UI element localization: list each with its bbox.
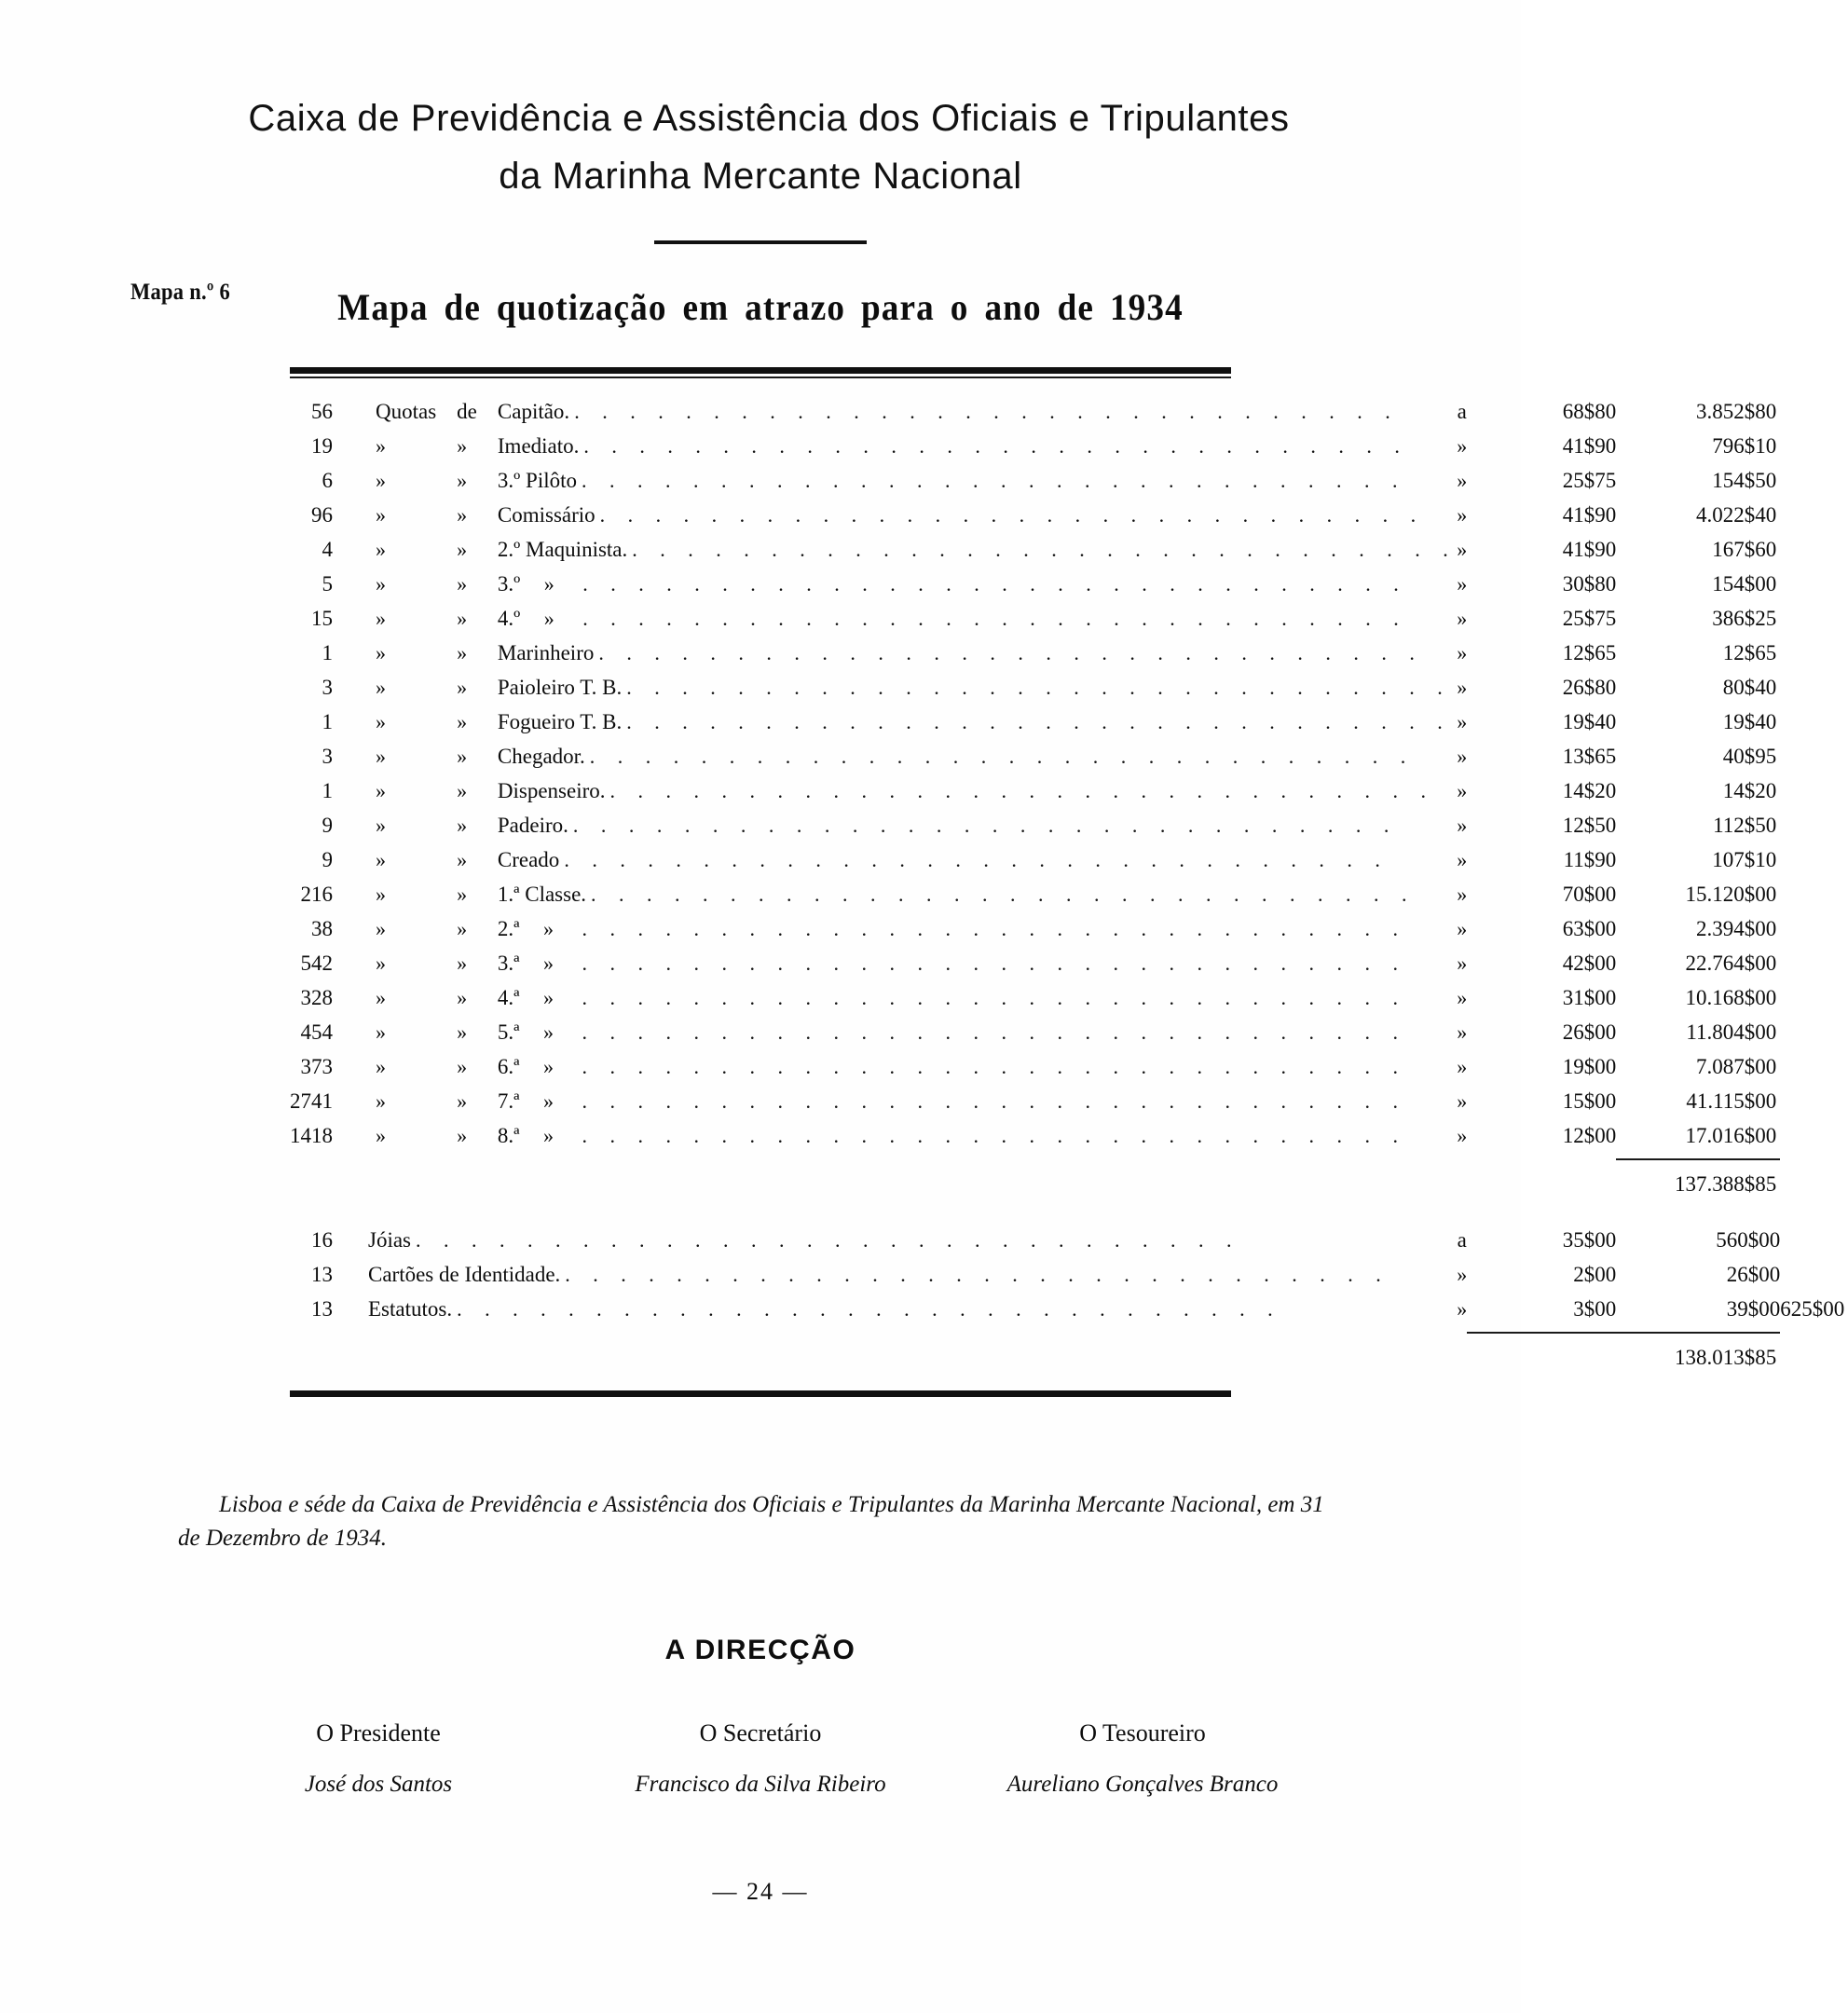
description-label: Cartões de Identidade. — [368, 1263, 561, 1286]
signature-president — [187, 1719, 569, 1798]
dot-leader — [626, 678, 1457, 698]
cell-quotas: » — [376, 745, 386, 768]
signature-role: O Presidente — [316, 1719, 441, 1746]
cell-rate-marker: » — [1457, 503, 1468, 527]
cell-unit-price: 42$00 — [1562, 952, 1617, 975]
table-row — [290, 463, 1848, 498]
cell-unit-price: 35$00 — [1562, 1228, 1617, 1252]
table-row — [290, 808, 1848, 842]
cell-de: » — [457, 1020, 468, 1044]
dot-leader — [416, 1230, 1457, 1251]
cell-unit-price: 41$90 — [1562, 538, 1617, 561]
table-row — [290, 980, 1848, 1015]
cell-quantity: 96 — [311, 503, 333, 527]
cell-extra-amount: 39$00 — [1726, 1297, 1781, 1321]
section-spacer-cell — [290, 1202, 1780, 1223]
table-row — [290, 498, 1848, 532]
cell-description — [477, 670, 1457, 705]
table-row — [290, 774, 1848, 808]
cell-description — [477, 636, 1457, 670]
cell-de: » — [457, 779, 468, 802]
cell-quantity: 9 — [322, 848, 333, 871]
description-label: 5.ª — [497, 1020, 520, 1044]
quotas-table — [290, 394, 1848, 1376]
description-ditto: » — [543, 572, 554, 596]
cell-rate-marker: » — [1457, 607, 1468, 630]
description-ditto: » — [543, 1055, 554, 1078]
signature-treasurer — [951, 1719, 1334, 1798]
table-row — [290, 532, 1848, 567]
cell-de: » — [457, 676, 468, 699]
cell-extra-amount: 26$00 — [1726, 1263, 1781, 1286]
cell-row-total: 10.168$00 — [1685, 986, 1777, 1009]
cell-quotas: » — [376, 848, 386, 871]
grand-total-value: 138.013$85 — [1675, 1346, 1777, 1369]
cell-row-total: 80$40 — [1722, 676, 1777, 699]
cell-rate-marker: » — [1457, 779, 1468, 802]
cell-quantity: 13 — [311, 1297, 333, 1321]
cell-quantity: 15 — [311, 607, 333, 630]
cell-de: » — [457, 503, 468, 527]
cell-quantity: 19 — [311, 434, 333, 458]
cell-quantity: 5 — [322, 572, 333, 596]
cell-description — [477, 498, 1457, 532]
cell-unit-price: 41$90 — [1562, 434, 1617, 458]
cell-description — [477, 601, 1457, 636]
cell-unit-price: 13$65 — [1562, 745, 1617, 768]
dot-leader — [582, 919, 1458, 939]
description-label: Paioleiro T. B. — [497, 676, 623, 699]
masthead-line-1: Caixa de Previdência e Assistência dos Oficiais e Tripulantes — [248, 98, 1290, 139]
description-ditto: » — [543, 1089, 554, 1113]
description-label: Marinheiro — [497, 641, 595, 664]
description-ditto: » — [543, 1124, 554, 1147]
description-label: 3.º — [497, 572, 521, 596]
cell-description — [477, 877, 1457, 911]
table-row — [290, 429, 1848, 463]
dot-leader — [610, 781, 1458, 801]
cell-unit-price: 31$00 — [1562, 986, 1617, 1009]
cell-rate-marker: » — [1457, 1020, 1468, 1044]
cell-quotas: » — [376, 779, 386, 802]
description-label: 1.ª Classe. — [497, 883, 587, 906]
cell-unit-price: 25$75 — [1562, 607, 1617, 630]
cell-unit-price: 26$80 — [1562, 676, 1617, 699]
dot-leader — [564, 850, 1457, 870]
cell-row-total: 22.764$00 — [1685, 952, 1777, 975]
dot-leader — [582, 953, 1458, 974]
cell-de: » — [457, 745, 468, 768]
dot-leader — [573, 815, 1457, 836]
cell-unit-price: 19$00 — [1562, 1055, 1617, 1078]
page-number: — 24 — — [712, 1878, 809, 1906]
cell-quotas: » — [376, 1020, 386, 1044]
cell-quotas: » — [376, 986, 386, 1009]
dot-leader — [582, 1057, 1458, 1077]
cell-rate-marker: » — [1457, 1089, 1468, 1113]
masthead — [0, 0, 1521, 244]
cell-rate-marker: » — [1457, 1124, 1468, 1147]
cell-rate-marker: » — [1457, 917, 1468, 940]
description-label: Chegador. — [497, 745, 585, 768]
cell-rate-marker: » — [1457, 572, 1468, 596]
section-spacer — [290, 1202, 1848, 1223]
cell-description — [477, 1015, 1457, 1049]
cell-description — [477, 946, 1457, 980]
cell-row-total: 17.016$00 — [1685, 1124, 1777, 1147]
table-row — [290, 1084, 1848, 1118]
cell-quotas: » — [376, 710, 386, 733]
closing-paragraph: Lisboa e séde da Caixa de Previdência e Assistência dos Oficiais e Tripulantes da Marinha Mercante Nacional, em 31 de Dezembro de 1934. — [178, 1492, 1324, 1551]
cell-quantity: 1 — [322, 641, 333, 664]
table-row — [290, 705, 1848, 739]
cell-row-total: 40$95 — [1722, 745, 1777, 768]
cell-de: » — [457, 607, 468, 630]
cell-unit-price: 2$00 — [1573, 1263, 1617, 1286]
dot-leader — [583, 436, 1457, 457]
cell-rate-marker: » — [1457, 986, 1468, 1009]
cell-description — [338, 1223, 1457, 1257]
cell-quantity: 454 — [300, 1020, 333, 1044]
cell-de: » — [457, 814, 468, 837]
cell-row-total: 14$20 — [1722, 779, 1777, 802]
subtotal-rule-row — [290, 1153, 1848, 1160]
description-label: Creado — [497, 848, 560, 871]
cell-de: » — [457, 1089, 468, 1113]
cell-de: » — [457, 917, 468, 940]
cell-quantity: 3 — [322, 745, 333, 768]
cell-quantity: 38 — [311, 917, 333, 940]
cell-rate-marker: » — [1457, 641, 1468, 664]
cell-de: » — [457, 848, 468, 871]
cell-quantity: 3 — [322, 676, 333, 699]
cell-unit-price: 70$00 — [1562, 883, 1617, 906]
cell-description — [477, 1049, 1457, 1084]
description-ditto: » — [543, 917, 554, 940]
cell-rate-marker: » — [1457, 538, 1468, 561]
description-label: 7.ª — [497, 1089, 520, 1113]
dot-leader — [582, 574, 1457, 595]
cell-rate-marker: a — [1457, 1228, 1467, 1252]
description-label: 6.ª — [497, 1055, 520, 1078]
dot-leader — [574, 402, 1457, 422]
cell-quantity: 373 — [300, 1055, 333, 1078]
extras-row — [290, 1292, 1848, 1326]
cell-description — [477, 911, 1457, 946]
table-top-rule-thin — [290, 377, 1231, 378]
cell-quotas: » — [376, 641, 386, 664]
quotas-subtotal-row — [290, 1160, 1848, 1202]
cell-quotas: » — [376, 538, 386, 561]
cell-quantity: 328 — [300, 986, 333, 1009]
table-row — [290, 911, 1848, 946]
cell-unit-price: 12$50 — [1562, 814, 1617, 837]
cell-de: » — [457, 538, 468, 561]
description-label: 3.º Pilôto — [497, 469, 577, 492]
cell-description — [477, 739, 1457, 774]
description-label: Comissário — [497, 503, 595, 527]
dot-leader — [565, 1265, 1457, 1285]
quotas-subtotal-value: 137.388$85 — [1675, 1172, 1777, 1196]
grand-total-rule-cell — [1616, 1326, 1780, 1334]
masthead-line-2: da Marinha Mercante Nacional — [499, 156, 1022, 197]
dot-leader — [582, 1022, 1458, 1043]
cell-description — [477, 842, 1457, 877]
cell-row-total: 41.115$00 — [1686, 1089, 1777, 1113]
dot-leader — [626, 712, 1457, 733]
cell-quotas: » — [376, 434, 386, 458]
cell-row-total: 12$65 — [1722, 641, 1777, 664]
ledger-table-container — [290, 367, 1845, 1397]
cell-rate-marker: » — [1457, 814, 1468, 837]
description-label: Capitão. — [497, 400, 570, 423]
cell-description — [477, 532, 1457, 567]
direction-heading: A DIRECÇÃO — [664, 1635, 856, 1665]
table-row — [290, 946, 1848, 980]
table-row — [290, 601, 1848, 636]
cell-description — [477, 429, 1457, 463]
cell-quotas: » — [376, 607, 386, 630]
dot-leader — [582, 988, 1458, 1008]
cell-quotas: Quotas — [376, 400, 437, 423]
cell-rate-marker: » — [1457, 883, 1468, 906]
description-label: 3.ª — [497, 952, 520, 975]
cell-unit-price: 68$80 — [1562, 400, 1617, 423]
description-ditto: » — [543, 952, 554, 975]
description-label: 2.ª — [497, 917, 520, 940]
cell-description — [477, 705, 1457, 739]
cell-quantity: 56 — [311, 400, 333, 423]
description-ditto: » — [543, 607, 554, 630]
cell-unit-price: 25$75 — [1562, 469, 1617, 492]
cell-extras-total: 625$00 — [1780, 1297, 1845, 1321]
cell-row-total: 112$50 — [1713, 814, 1777, 837]
cell-row-total: 4.022$40 — [1696, 503, 1777, 527]
cell-quantity: 9 — [322, 814, 333, 837]
signature-secretary — [569, 1719, 951, 1798]
table-row — [290, 1049, 1848, 1084]
cell-quotas: » — [376, 676, 386, 699]
cell-rate-marker: » — [1457, 434, 1468, 458]
dot-leader — [457, 1299, 1457, 1320]
dot-leader — [632, 540, 1457, 560]
extras-row — [290, 1223, 1848, 1257]
cell-rate-marker: » — [1457, 1055, 1468, 1078]
cell-unit-price: 3$00 — [1573, 1297, 1617, 1321]
extras-row — [290, 1257, 1848, 1292]
cell-quantity: 4 — [322, 538, 333, 561]
cell-row-total: 15.120$00 — [1685, 883, 1777, 906]
dot-leader — [590, 746, 1457, 767]
cell-unit-price: 41$90 — [1562, 503, 1617, 527]
cell-description — [477, 463, 1457, 498]
description-label: Dispenseiro. — [497, 779, 606, 802]
grand-total-rule-row — [290, 1326, 1848, 1334]
table-row — [290, 567, 1848, 601]
cell-extra-amount: 560$00 — [1716, 1228, 1781, 1252]
spacer-cell — [290, 1326, 1467, 1334]
description-ditto: » — [543, 1020, 554, 1044]
cell-rate-marker: » — [1457, 710, 1468, 733]
cell-description — [477, 774, 1457, 808]
cell-de: » — [457, 986, 468, 1009]
cell-row-total: 107$10 — [1712, 848, 1777, 871]
cell-quotas: » — [376, 1055, 386, 1078]
cell-row-total: 154$50 — [1712, 469, 1777, 492]
cell-quotas: » — [376, 883, 386, 906]
cell-extras-total — [1780, 1257, 1848, 1292]
table-row — [290, 1015, 1848, 1049]
cell-de: » — [457, 952, 468, 975]
table-row — [290, 1118, 1848, 1153]
extras-amount-rule-cell — [1467, 1326, 1616, 1334]
cell-rate-marker: » — [1457, 676, 1468, 699]
signature-name: Francisco da Silva Ribeiro — [635, 1772, 886, 1798]
cell-de: » — [457, 1124, 468, 1147]
signature-block — [187, 1719, 1334, 1798]
cell-row-total: 796$10 — [1712, 434, 1777, 458]
cell-quantity: 16 — [311, 1228, 333, 1252]
spacer-cell — [290, 1160, 1616, 1202]
cell-description — [477, 1118, 1457, 1153]
cell-quantity: 1418 — [290, 1124, 333, 1147]
cell-quantity: 2741 — [290, 1089, 333, 1113]
cell-unit-price: 30$80 — [1562, 572, 1617, 596]
signature-name: Aureliano Gonçalves Branco — [1006, 1772, 1279, 1798]
cell-row-total: 386$25 — [1712, 607, 1777, 630]
subtotal-rule-cell — [290, 1153, 1780, 1160]
cell-quantity: 216 — [300, 883, 333, 906]
dot-leader — [582, 1091, 1458, 1112]
table-top-rule-thick — [290, 367, 1231, 374]
page-title: Mapa de quotização em atrazo para o ano de 1934 — [337, 286, 1184, 328]
cell-rate-marker: » — [1457, 469, 1468, 492]
cell-rate-marker: » — [1457, 1297, 1468, 1321]
signature-name: José dos Santos — [304, 1772, 453, 1798]
cell-quotas: » — [376, 1124, 386, 1147]
dot-leader — [591, 884, 1457, 905]
description-label: 8.ª — [497, 1124, 520, 1147]
spacer-cell — [290, 1334, 1616, 1376]
cell-row-total: 167$60 — [1712, 538, 1777, 561]
description-label: 4.º — [497, 607, 521, 630]
cell-row-total: 2.394$00 — [1696, 917, 1777, 940]
map-number-label: Mapa n.º 6 — [130, 280, 231, 305]
cell-rate-marker: » — [1457, 745, 1468, 768]
cell-description — [477, 808, 1457, 842]
table-row — [290, 842, 1848, 877]
dot-leader — [598, 643, 1457, 664]
cell-unit-price: 63$00 — [1562, 917, 1617, 940]
cell-rate-marker: » — [1457, 1263, 1468, 1286]
cell-de: » — [457, 572, 468, 596]
cell-quantity: 6 — [322, 469, 333, 492]
description-ditto: » — [543, 986, 554, 1009]
cell-row-total: 11.804$00 — [1686, 1020, 1777, 1044]
cell-de: » — [457, 469, 468, 492]
cell-unit-price: 15$00 — [1562, 1089, 1617, 1113]
cell-de: » — [457, 641, 468, 664]
cell-quotas: » — [376, 814, 386, 837]
signature-role: O Secretário — [699, 1719, 822, 1746]
cell-quantity: 1 — [322, 779, 333, 802]
description-label: Estatutos. — [368, 1297, 453, 1321]
cell-quotas: » — [376, 952, 386, 975]
cell-quotas: » — [376, 1089, 386, 1113]
cell-quotas: » — [376, 469, 386, 492]
cell-unit-price: 26$00 — [1562, 1020, 1617, 1044]
dot-leader — [582, 1126, 1458, 1146]
cell-quantity: 13 — [311, 1263, 333, 1286]
cell-de: » — [457, 883, 468, 906]
description-label: 4.ª — [497, 986, 520, 1009]
cell-quotas: » — [376, 503, 386, 527]
grand-total-row — [290, 1334, 1848, 1376]
dot-leader — [582, 609, 1457, 629]
table-row — [290, 739, 1848, 774]
cell-description — [338, 1292, 1457, 1326]
cell-extras-total — [1780, 1223, 1848, 1257]
cell-unit-price: 19$40 — [1562, 710, 1617, 733]
cell-row-total: 3.852$80 — [1696, 400, 1777, 423]
cell-rate-marker: » — [1457, 952, 1468, 975]
cell-description — [477, 1084, 1457, 1118]
description-label: 2.º Maquinista. — [497, 538, 628, 561]
cell-unit-price: 12$00 — [1562, 1124, 1617, 1147]
cell-quotas: » — [376, 917, 386, 940]
description-label: Padeiro. — [497, 814, 568, 837]
cell-rate-marker: a — [1457, 400, 1467, 423]
masthead-divider — [654, 240, 867, 244]
cell-description — [477, 394, 1457, 429]
description-label: Fogueiro T. B. — [497, 710, 623, 733]
cell-de: » — [457, 1055, 468, 1078]
cell-unit-price: 12$65 — [1562, 641, 1617, 664]
cell-description — [477, 980, 1457, 1015]
description-label: Jóias — [368, 1228, 411, 1252]
table-row — [290, 670, 1848, 705]
cell-quantity: 1 — [322, 710, 333, 733]
table-row — [290, 394, 1848, 429]
cell-quotas: » — [376, 572, 386, 596]
cell-de: de — [457, 400, 477, 423]
cell-quantity: 542 — [300, 952, 333, 975]
table-bottom-rule — [290, 1390, 1231, 1397]
cell-rate-marker: » — [1457, 848, 1468, 871]
table-row — [290, 636, 1848, 670]
cell-de: » — [457, 710, 468, 733]
cell-description — [477, 567, 1457, 601]
table-row — [290, 877, 1848, 911]
cell-row-total: 154$00 — [1712, 572, 1777, 596]
title-row — [0, 263, 1521, 343]
cell-de: » — [457, 434, 468, 458]
dot-leader — [600, 505, 1458, 526]
cell-description — [338, 1257, 1457, 1292]
cell-row-total: 19$40 — [1722, 710, 1777, 733]
cell-row-total: 7.087$00 — [1696, 1055, 1777, 1078]
signature-role: O Tesoureiro — [1079, 1719, 1206, 1746]
cell-unit-price: 11$90 — [1563, 848, 1617, 871]
dot-leader — [582, 471, 1457, 491]
cell-unit-price: 14$20 — [1562, 779, 1617, 802]
description-label: Imediato. — [497, 434, 580, 458]
